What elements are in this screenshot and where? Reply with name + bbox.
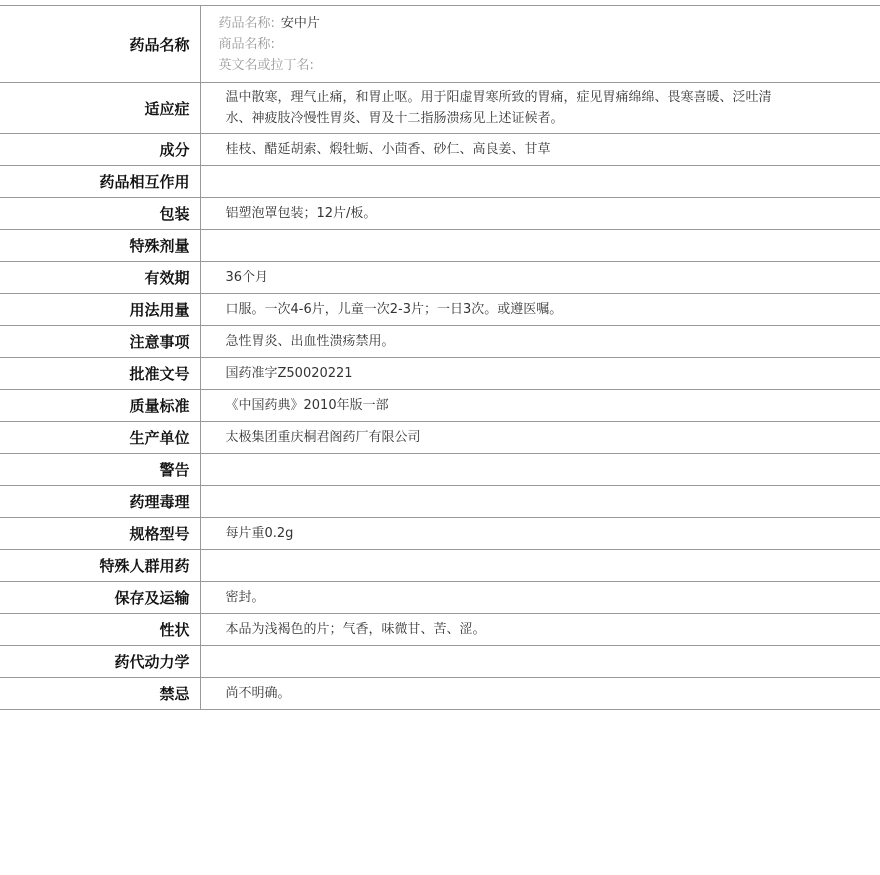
row-quality-standard <box>0 390 880 422</box>
row-value: 密封。 <box>200 582 880 614</box>
row-warning <box>0 454 880 486</box>
row-value: 太极集团重庆桐君阁药厂有限公司 <box>200 422 880 454</box>
drug-info-table <box>0 5 880 710</box>
row-value: 铝塑泡罩包装；12片/板。 <box>200 198 880 230</box>
row-value: 桂枝、醋延胡索、煅牡蛎、小茴香、砂仁、高良姜、甘草 <box>200 134 880 166</box>
row-label: 适应症 <box>0 83 200 134</box>
generic-name-label: 药品名称: <box>218 15 275 31</box>
row-packaging <box>0 198 880 230</box>
row-storage <box>0 582 880 614</box>
row-approval-number <box>0 358 880 390</box>
row-pharmacology <box>0 486 880 518</box>
trade-name-label: 商品名称: <box>218 36 275 52</box>
drug-name-cell <box>200 6 880 83</box>
english-name-line <box>219 55 791 76</box>
row-value: 每片重0.2g <box>200 518 880 550</box>
row-value: 温中散寒，理气止痛，和胃止呕。用于阳虚胃寒所致的胃痛，症见胃痛绵绵、畏寒喜暖、泛吐清水、神疲肢冷慢性胃炎、胃及十二指肠溃疡见上述证候者。 <box>200 83 880 134</box>
row-special-dosage <box>0 230 880 262</box>
row-label: 特殊剂量 <box>0 230 200 262</box>
row-usage <box>0 294 880 326</box>
row-drug-name <box>0 6 880 83</box>
row-label: 特殊人群用药 <box>0 550 200 582</box>
row-value: 本品为浅褐色的片；气香，味微甘、苦、涩。 <box>200 614 880 646</box>
row-pharmacokinetics <box>0 646 880 678</box>
row-value <box>200 454 880 486</box>
row-precautions <box>0 326 880 358</box>
row-description <box>0 614 880 646</box>
row-value <box>200 646 880 678</box>
row-label: 性状 <box>0 614 200 646</box>
row-value: 36个月 <box>200 262 880 294</box>
row-label: 生产单位 <box>0 422 200 454</box>
row-label: 用法用量 <box>0 294 200 326</box>
row-label: 质量标准 <box>0 390 200 422</box>
row-value <box>200 550 880 582</box>
row-label: 有效期 <box>0 262 200 294</box>
row-label: 药品相互作用 <box>0 166 200 198</box>
row-label: 注意事项 <box>0 326 200 358</box>
generic-name-value: 安中片 <box>280 15 320 31</box>
row-label: 药理毒理 <box>0 486 200 518</box>
row-label: 成分 <box>0 134 200 166</box>
row-value <box>200 486 880 518</box>
row-value: 国药准字Z50020221 <box>200 358 880 390</box>
row-ingredients <box>0 134 880 166</box>
row-indications <box>0 83 880 134</box>
english-name-label: 英文名或拉丁名: <box>218 57 314 73</box>
row-label: 禁忌 <box>0 678 200 710</box>
trade-name-line <box>219 34 791 55</box>
row-value: 《中国药典》2010年版一部 <box>200 390 880 422</box>
row-label: 保存及运输 <box>0 582 200 614</box>
row-value <box>200 166 880 198</box>
row-special-populations <box>0 550 880 582</box>
row-contraindications <box>0 678 880 710</box>
row-interactions <box>0 166 880 198</box>
row-label: 警告 <box>0 454 200 486</box>
row-label: 批准文号 <box>0 358 200 390</box>
generic-name-line <box>219 13 791 34</box>
row-label: 包装 <box>0 198 200 230</box>
row-value: 急性胃炎、出血性溃疡禁用。 <box>200 326 880 358</box>
row-value: 口服。一次4-6片，儿童一次2-3片；一日3次。或遵医嘱。 <box>200 294 880 326</box>
row-value <box>200 230 880 262</box>
drug-name-block <box>210 13 791 76</box>
row-label: 药代动力学 <box>0 646 200 678</box>
row-shelf-life <box>0 262 880 294</box>
row-label: 规格型号 <box>0 518 200 550</box>
row-value: 尚不明确。 <box>200 678 880 710</box>
row-label: 药品名称 <box>0 6 200 83</box>
row-specification <box>0 518 880 550</box>
row-manufacturer <box>0 422 880 454</box>
